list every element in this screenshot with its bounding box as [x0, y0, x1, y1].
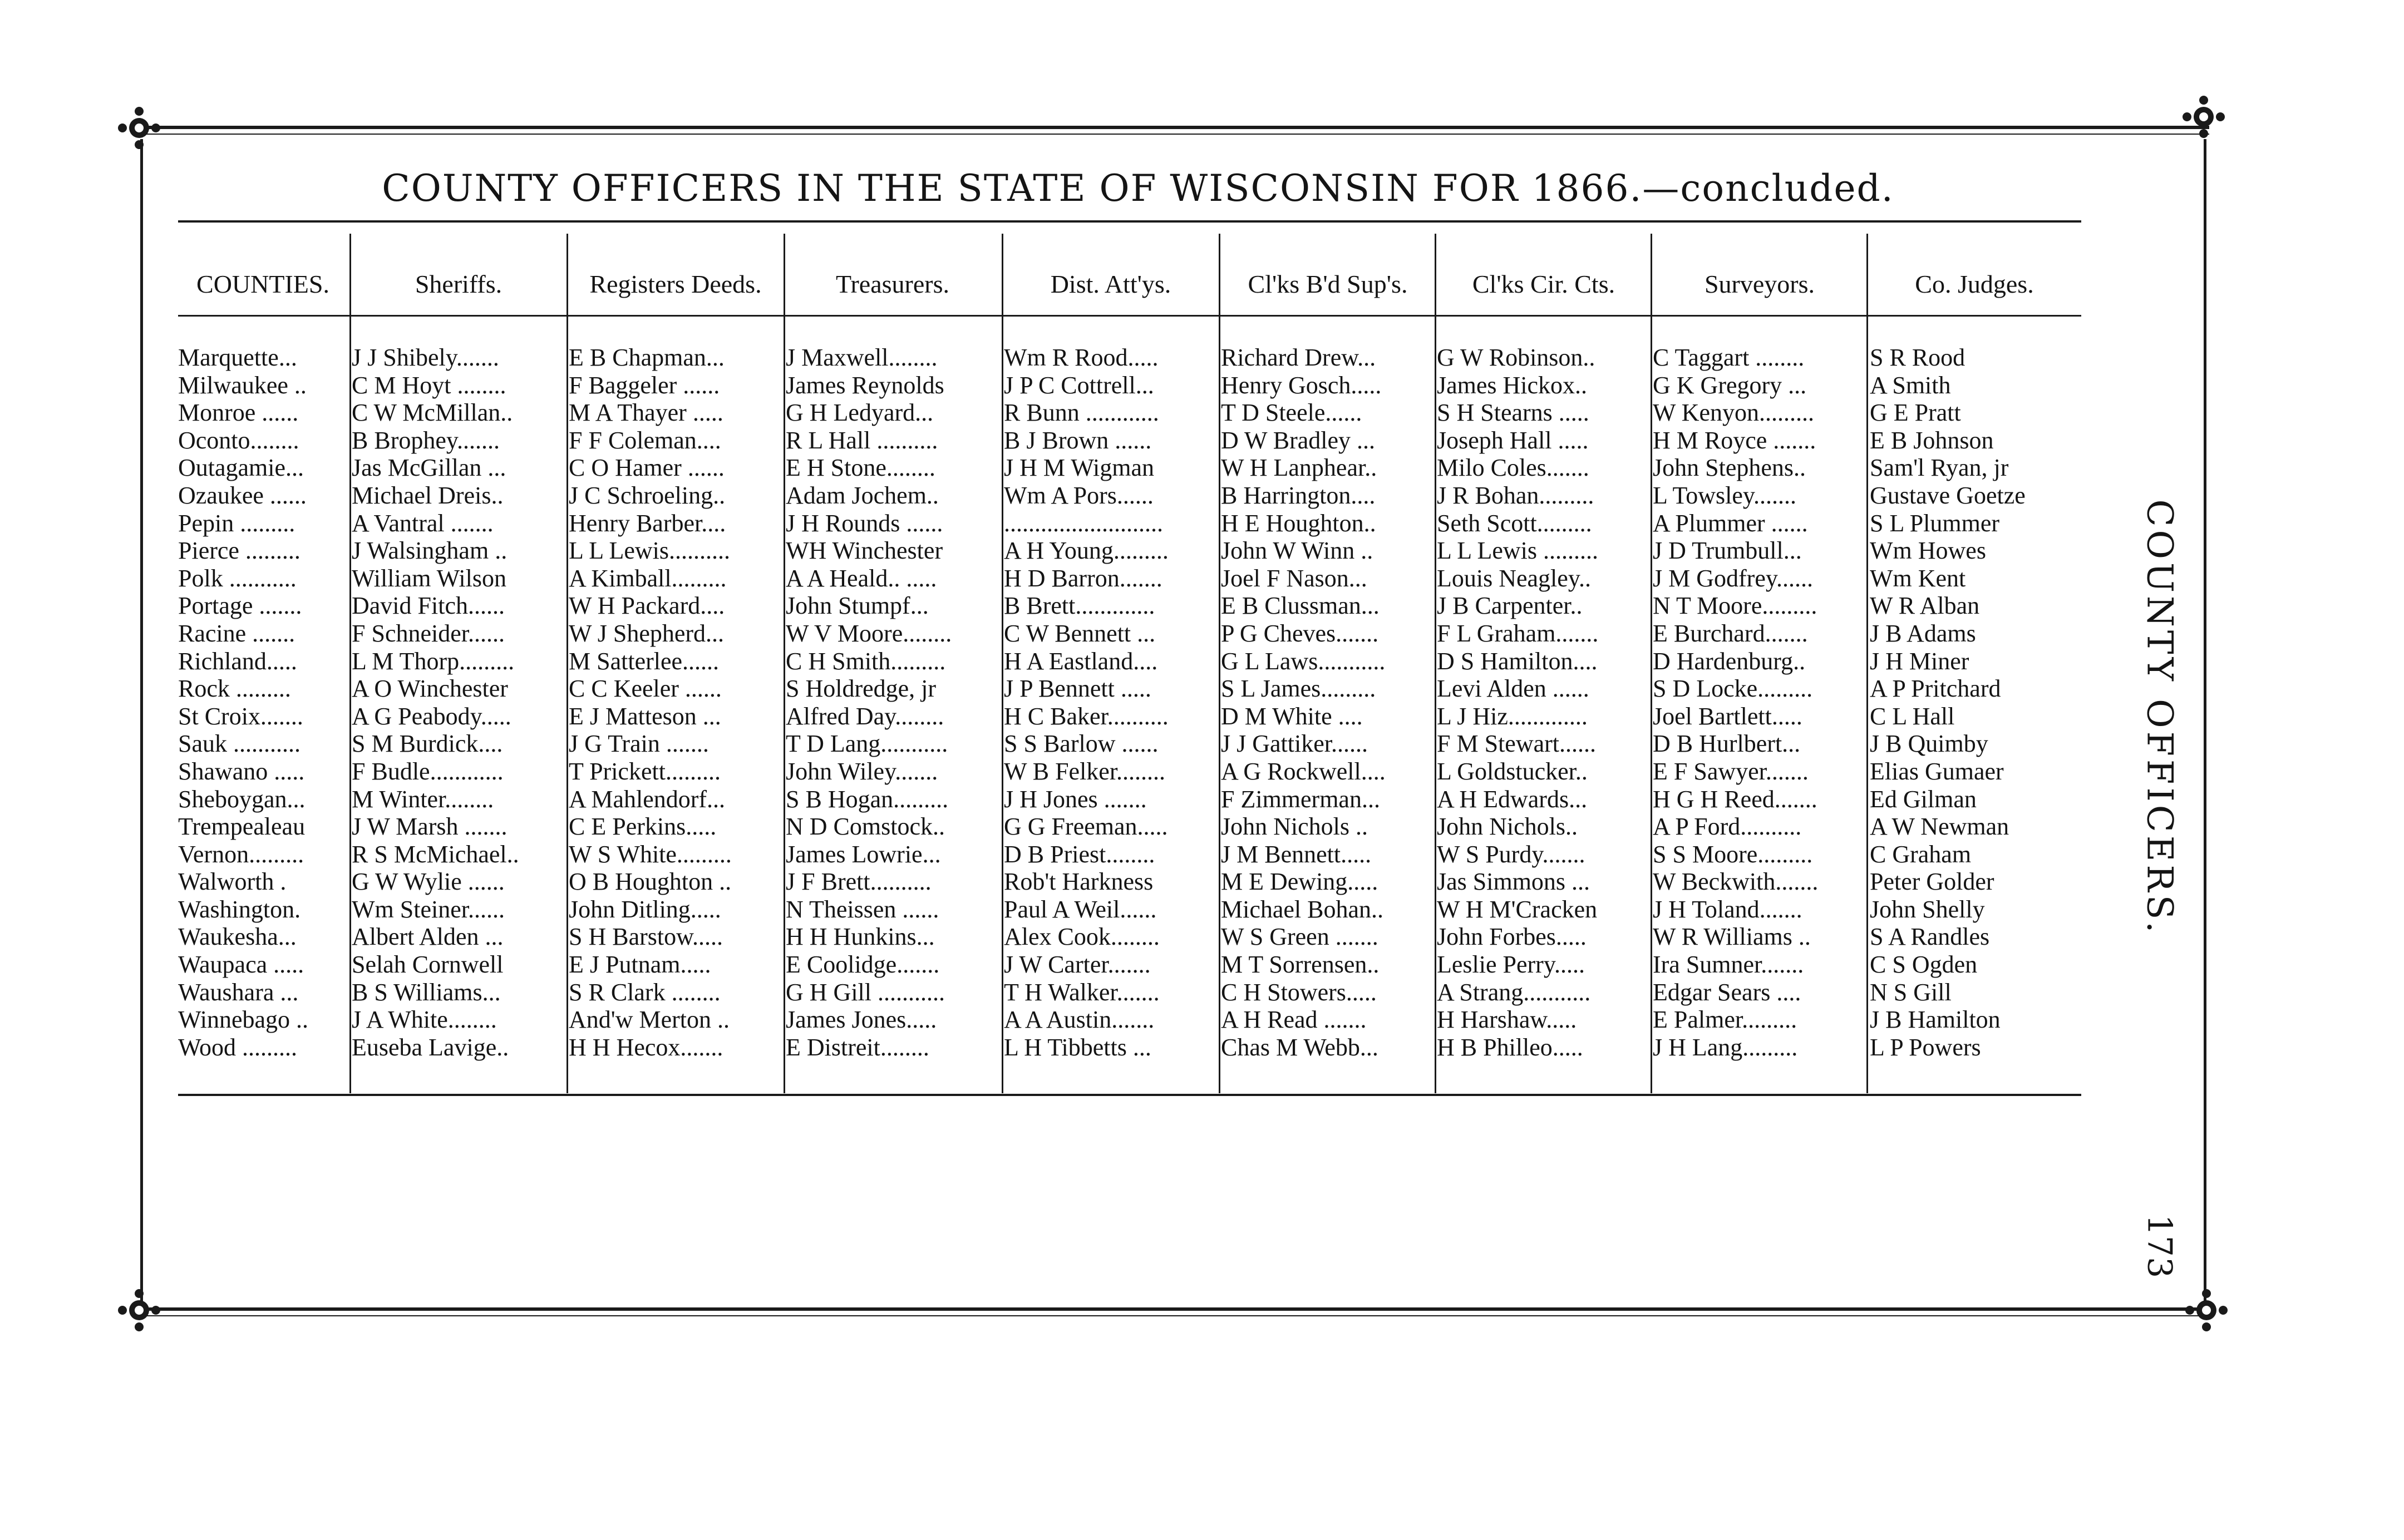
officer-name-cell: M A Thayer .....: [569, 399, 723, 427]
officer-name-cell: M T Sorrensen..: [1221, 951, 1380, 979]
officer-name-cell: Chas M Webb...: [1221, 1033, 1378, 1061]
officer-name-cell: J B Adams: [1870, 619, 1976, 647]
officer-name-cell: D B Priest........: [1004, 840, 1155, 868]
officer-name-cell: W R Alban: [1870, 592, 1980, 620]
officer-name-cell: J W Marsh .......: [352, 813, 508, 841]
table-row: [178, 896, 2081, 924]
officer-name-cell: Ed Gilman: [1870, 785, 1977, 813]
officer-name-cell: Michael Bohan..: [1221, 895, 1384, 923]
officer-name-cell: Henry Barber....: [569, 509, 726, 537]
officer-name-cell: Michael Dreis..: [352, 481, 504, 509]
officer-name-cell: James Lowrie...: [786, 840, 941, 868]
county-name-cell: Racine .......: [178, 619, 295, 647]
officer-name-cell: John Stumpf...: [786, 592, 929, 620]
officer-name-cell: L Goldstucker..: [1437, 757, 1588, 785]
officer-name-cell: H D Barron.......: [1004, 564, 1162, 592]
table-row: [178, 951, 2081, 979]
officer-name-cell: W S Purdy.......: [1437, 840, 1585, 868]
officer-name-cell: D S Hamilton....: [1437, 647, 1598, 675]
officer-name-cell: H Harshaw.....: [1437, 1006, 1577, 1034]
officer-name-cell: O B Houghton ..: [569, 868, 732, 896]
table-row: [178, 841, 2081, 868]
table-row: [178, 786, 2081, 813]
officer-name-cell: E H Stone........: [786, 454, 935, 482]
officer-name-cell: J Walsingham ..: [352, 537, 508, 565]
officer-name-cell: L J Hiz.............: [1437, 702, 1588, 730]
officer-name-cell: Rob't Harkness: [1004, 868, 1154, 896]
officer-name-cell: Ira Sumner.......: [1653, 951, 1804, 979]
column-header: Cl'ks Cir. Cts.: [1472, 269, 1615, 298]
officer-name-cell: Richard Drew...: [1221, 344, 1376, 371]
table-row: [178, 648, 2081, 675]
county-name-cell: Portage .......: [178, 592, 302, 620]
officer-name-cell: J B Carpenter..: [1437, 592, 1583, 620]
frame-top-rule: [139, 126, 2209, 129]
officer-name-cell: J F Brett..........: [786, 868, 932, 896]
officer-name-cell: C S Ogden: [1870, 951, 1978, 979]
officer-name-cell: Paul A Weil......: [1004, 895, 1157, 923]
officer-name-cell: S M Burdick....: [352, 730, 503, 758]
officer-name-cell: Wm A Pors......: [1004, 481, 1154, 509]
officer-name-cell: G H Gill ...........: [786, 978, 945, 1006]
officer-name-cell: James Reynolds: [786, 371, 944, 399]
county-name-cell: Washington.: [178, 895, 301, 923]
officer-name-cell: F L Graham.......: [1437, 619, 1599, 647]
officer-name-cell: J W Carter.......: [1004, 951, 1151, 979]
officer-name-cell: Jas Simmons ...: [1437, 868, 1590, 896]
officer-name-cell: F M Stewart......: [1437, 730, 1596, 758]
officer-name-cell: J G Train .......: [569, 730, 709, 758]
officer-name-cell: F Baggeler ......: [569, 371, 720, 399]
column-header: Registers Deeds.: [589, 269, 762, 298]
officer-name-cell: John Forbes.....: [1437, 923, 1587, 951]
officer-name-cell: S H Stearns .....: [1437, 399, 1589, 427]
officer-name-cell: A Vantral .......: [352, 509, 494, 537]
officer-name-cell: John Shelly: [1870, 895, 1985, 923]
officer-name-cell: Seth Scott.........: [1437, 509, 1592, 537]
officer-name-cell: ..........................: [1004, 509, 1163, 537]
officer-name-cell: N S Gill: [1870, 978, 1952, 1006]
officer-name-cell: Euseba Lavige..: [352, 1033, 509, 1061]
officer-name-cell: John W Winn ..: [1221, 537, 1373, 565]
officer-name-cell: N Theissen ......: [786, 895, 939, 923]
officer-name-cell: C O Hamer ......: [569, 454, 725, 482]
officer-name-cell: E J Putnam.....: [569, 951, 711, 979]
officer-name-cell: L H Tibbetts ...: [1004, 1033, 1151, 1061]
officer-name-cell: John Nichols ..: [1221, 813, 1368, 841]
table-row: [178, 813, 2081, 841]
officer-name-cell: P G Cheves.......: [1221, 619, 1379, 647]
officer-name-cell: L P Powers: [1870, 1033, 1981, 1061]
officer-name-cell: Wm R Rood.....: [1004, 344, 1159, 371]
table-row: [178, 510, 2081, 537]
table-row: [178, 675, 2081, 703]
county-name-cell: Pepin .........: [178, 509, 295, 537]
county-name-cell: Waupaca .....: [178, 951, 304, 979]
officer-name-cell: Sam'l Ryan, jr: [1870, 454, 2009, 482]
officer-name-cell: C W McMillan..: [352, 399, 513, 427]
officer-name-cell: J H Lang.........: [1653, 1033, 1798, 1061]
officer-name-cell: G K Gregory ...: [1653, 371, 1807, 399]
officer-name-cell: J C Schroeling..: [569, 481, 726, 509]
officer-name-cell: B S Williams...: [352, 978, 501, 1006]
officer-name-cell: B J Brown ......: [1004, 426, 1152, 454]
officer-name-cell: S Holdredge, jr: [786, 675, 937, 703]
county-name-cell: Monroe ......: [178, 399, 299, 427]
table-row: [178, 344, 2081, 372]
officer-name-cell: F Zimmerman...: [1221, 785, 1380, 813]
officer-name-cell: F Schneider......: [352, 619, 505, 647]
table-row: [178, 372, 2081, 399]
officer-name-cell: Alex Cook........: [1004, 923, 1160, 951]
officer-name-cell: A G Peabody.....: [352, 702, 511, 730]
officer-name-cell: A Mahlendorf...: [569, 785, 726, 813]
officer-name-cell: Wm Steiner......: [352, 895, 505, 923]
corner-ornament-icon: [2179, 92, 2229, 142]
county-name-cell: Milwaukee ..: [178, 371, 307, 399]
county-name-cell: Marquette...: [178, 344, 297, 371]
officer-name-cell: E F Sawyer.......: [1653, 757, 1809, 785]
officer-name-cell: E B Chapman...: [569, 344, 725, 371]
officer-name-cell: L L Lewis..........: [569, 537, 731, 565]
officer-name-cell: A H Read .......: [1221, 1006, 1367, 1034]
officer-name-cell: Adam Jochem..: [786, 481, 939, 509]
officer-name-cell: A Smith: [1870, 371, 1951, 399]
frame-left-rule: [140, 139, 143, 1302]
officer-name-cell: J A White........: [352, 1006, 497, 1034]
officer-name-cell: F F Coleman....: [569, 426, 721, 454]
officer-name-cell: R L Hall ..........: [786, 426, 938, 454]
officer-name-cell: Henry Gosch.....: [1221, 371, 1382, 399]
officer-name-cell: S S Barlow ......: [1004, 730, 1159, 758]
officer-name-cell: W B Felker........: [1004, 757, 1166, 785]
county-name-cell: St Croix.......: [178, 702, 303, 730]
county-name-cell: Outagamie...: [178, 454, 304, 482]
table-row: [178, 482, 2081, 510]
officer-name-cell: James Jones.....: [786, 1006, 937, 1034]
frame-right-rule: [2204, 139, 2206, 1302]
table-row: [178, 620, 2081, 648]
officer-name-cell: John Wiley.......: [786, 757, 938, 785]
officer-name-cell: H E Houghton..: [1221, 509, 1376, 537]
page-title: COUNTY OFFICERS IN THE STATE OF WISCONSIN FOR 1866.—concluded.: [382, 167, 1894, 210]
officer-name-cell: J H Rounds ......: [786, 509, 943, 537]
officer-name-cell: D M White ....: [1221, 702, 1363, 730]
officer-name-cell: W R Williams ..: [1653, 923, 1811, 951]
officer-name-cell: H H Hunkins...: [786, 923, 935, 951]
officer-name-cell: S B Hogan.........: [786, 785, 949, 813]
officer-name-cell: M E Dewing.....: [1221, 868, 1378, 896]
county-name-cell: Pierce .........: [178, 537, 300, 565]
officer-name-cell: S L James.........: [1221, 675, 1376, 703]
officer-name-cell: H G H Reed.......: [1653, 785, 1817, 813]
officer-name-cell: David Fitch......: [352, 592, 505, 620]
officer-name-cell: Levi Alden ......: [1437, 675, 1589, 703]
officer-name-cell: E B Clussman...: [1221, 592, 1380, 620]
officer-name-cell: J Maxwell........: [786, 344, 938, 371]
officer-name-cell: S R Rood: [1870, 344, 1965, 371]
officer-name-cell: J M Bennett.....: [1221, 840, 1372, 868]
officer-name-cell: E Distreit........: [786, 1033, 929, 1061]
officer-name-cell: A A Austin.......: [1004, 1006, 1155, 1034]
county-name-cell: Polk ...........: [178, 564, 297, 592]
officer-name-cell: John Ditling.....: [569, 895, 721, 923]
officer-name-cell: A H Edwards...: [1437, 785, 1588, 813]
officer-name-cell: H H Hecox.......: [569, 1033, 723, 1061]
officer-name-cell: J H Toland.......: [1653, 895, 1802, 923]
county-name-cell: Vernon.........: [178, 840, 304, 868]
officer-name-cell: J R Bohan.........: [1437, 481, 1594, 509]
column-header: Sheriffs.: [415, 269, 503, 298]
officer-name-cell: J M Godfrey......: [1653, 564, 1813, 592]
officer-name-cell: John Stephens..: [1653, 454, 1806, 482]
officer-name-cell: E Palmer.........: [1653, 1006, 1797, 1034]
officer-name-cell: B Brophey.......: [352, 426, 500, 454]
corner-ornament-icon: [114, 1285, 164, 1335]
officer-name-cell: C M Hoyt ........: [352, 371, 506, 399]
officer-name-cell: Elias Gumaer: [1870, 757, 2004, 785]
officer-name-cell: L Towsley.......: [1653, 481, 1797, 509]
officer-name-cell: H C Baker..........: [1004, 702, 1169, 730]
officer-name-cell: C C Keeler ......: [569, 675, 722, 703]
county-name-cell: Richland.....: [178, 647, 297, 675]
county-name-cell: Rock .........: [178, 675, 291, 703]
officer-name-cell: E J Matteson ...: [569, 702, 721, 730]
officer-name-cell: S R Clark ........: [569, 978, 721, 1006]
officer-name-cell: L L Lewis .........: [1437, 537, 1599, 565]
officer-name-cell: T Prickett.........: [569, 757, 721, 785]
table-row: [178, 730, 2081, 758]
officer-name-cell: A W Newman: [1870, 813, 2009, 841]
officer-name-cell: A Plummer ......: [1653, 509, 1808, 537]
officer-name-cell: G W Robinson..: [1437, 344, 1595, 371]
officer-name-cell: F Budle............: [352, 757, 504, 785]
officer-name-cell: T H Walker.......: [1004, 978, 1160, 1006]
officer-name-cell: W Kenyon.........: [1653, 399, 1815, 427]
officer-name-cell: D W Bradley ...: [1221, 426, 1375, 454]
officer-name-cell: And'w Merton ..: [569, 1006, 730, 1034]
officer-name-cell: J H Miner: [1870, 647, 1969, 675]
officer-name-cell: Joel Bartlett.....: [1653, 702, 1802, 730]
officer-name-cell: J J Shibely.......: [352, 344, 499, 371]
officer-name-cell: J P Bennett .....: [1004, 675, 1151, 703]
officer-name-cell: Joseph Hall .....: [1437, 426, 1589, 454]
officer-name-cell: W S Green .......: [1221, 923, 1378, 951]
officer-name-cell: E B Johnson: [1870, 426, 1994, 454]
officer-name-cell: Selah Cornwell: [352, 951, 504, 979]
column-header: Co. Judges.: [1915, 269, 2034, 298]
county-name-cell: Sauk ...........: [178, 730, 300, 758]
officer-name-cell: J H M Wigman: [1004, 454, 1154, 482]
officer-name-cell: A G Rockwell....: [1221, 757, 1386, 785]
officer-name-cell: H M Royce .......: [1653, 426, 1816, 454]
officer-name-cell: E Coolidge.......: [786, 951, 940, 979]
officer-name-cell: Louis Neagley..: [1437, 564, 1591, 592]
officer-name-cell: Joel F Nason...: [1221, 564, 1367, 592]
officer-name-cell: Leslie Perry.....: [1437, 951, 1585, 979]
officer-name-cell: J B Quimby: [1870, 730, 1988, 758]
officer-name-cell: A Strang...........: [1437, 978, 1591, 1006]
officer-name-cell: J B Hamilton: [1870, 1006, 2001, 1034]
table-bottom-rule: [178, 1094, 2081, 1096]
table-row: [178, 454, 2081, 482]
county-name-cell: Waushara ...: [178, 978, 299, 1006]
county-name-cell: Walworth .: [178, 868, 287, 896]
officer-name-cell: W H Lanphear..: [1221, 454, 1377, 482]
officer-name-cell: W Beckwith.......: [1653, 868, 1819, 896]
officer-name-cell: M Satterlee......: [569, 647, 720, 675]
table-row: [178, 1034, 2081, 1062]
officer-name-cell: A P Ford..........: [1653, 813, 1802, 841]
table-row: [178, 427, 2081, 455]
officer-name-cell: G E Pratt: [1870, 399, 1961, 427]
officer-name-cell: B Harrington....: [1221, 481, 1376, 509]
corner-ornament-icon: [114, 103, 164, 153]
officer-name-cell: Wm Kent: [1870, 564, 1966, 592]
officer-name-cell: A P Pritchard: [1870, 675, 2001, 703]
officer-name-cell: C H Smith.........: [786, 647, 946, 675]
table-body: [178, 344, 2081, 1061]
officer-name-cell: William Wilson: [352, 564, 506, 592]
county-name-cell: Sheboygan...: [178, 785, 306, 813]
page-number-text: 173: [2140, 1214, 2179, 1279]
officer-name-cell: M Winter........: [352, 785, 494, 813]
officer-name-cell: C L Hall: [1870, 702, 1955, 730]
frame-top-rule-thin: [139, 134, 2209, 135]
officer-name-cell: A O Winchester: [352, 675, 508, 703]
officer-name-cell: N D Comstock..: [786, 813, 945, 841]
officer-name-cell: Alfred Day........: [786, 702, 944, 730]
officer-name-cell: S L Plummer: [1870, 509, 2000, 537]
officer-name-cell: D B Hurlbert...: [1653, 730, 1801, 758]
officer-name-cell: H A Eastland....: [1004, 647, 1158, 675]
officer-name-cell: Peter Golder: [1870, 868, 1994, 896]
officer-name-cell: C E Perkins.....: [569, 813, 717, 841]
side-title: [2126, 499, 2193, 936]
officer-name-cell: J H Jones .......: [1004, 785, 1147, 813]
officer-name-cell: E Burchard.......: [1653, 619, 1808, 647]
officer-name-cell: C Taggart ........: [1653, 344, 1805, 371]
officer-name-cell: G H Ledyard...: [786, 399, 934, 427]
officer-name-cell: A Kimball.........: [569, 564, 727, 592]
officer-name-cell: W J Shepherd...: [569, 619, 725, 647]
corner-ornament-icon: [2181, 1285, 2231, 1335]
column-header: Dist. Att'ys.: [1050, 269, 1171, 298]
officer-name-cell: Jas McGillan ...: [352, 454, 506, 482]
officer-name-cell: D Hardenburg..: [1653, 647, 1806, 675]
officer-name-cell: J P C Cottrell...: [1004, 371, 1154, 399]
officer-name-cell: T D Steele......: [1221, 399, 1362, 427]
officer-name-cell: John Nichols..: [1437, 813, 1578, 841]
officer-name-cell: S A Randles: [1870, 923, 1990, 951]
frame-bottom-rule: [139, 1307, 2209, 1311]
table-row: [178, 1006, 2081, 1034]
table-row: [178, 565, 2081, 593]
officer-name-cell: H B Philleo.....: [1437, 1033, 1583, 1061]
officer-name-cell: S D Locke.........: [1653, 675, 1813, 703]
officer-name-cell: G L Laws...........: [1221, 647, 1386, 675]
table-row: [178, 399, 2081, 427]
officer-name-cell: L M Thorp.........: [352, 647, 515, 675]
county-name-cell: Shawano .....: [178, 757, 305, 785]
table-row: [178, 592, 2081, 620]
table-row: [178, 703, 2081, 730]
table-header: [178, 239, 2081, 328]
officer-name-cell: A A Heald.. .....: [786, 564, 937, 592]
county-name-cell: Oconto........: [178, 426, 299, 454]
column-header: Cl'ks B'd Sup's.: [1248, 269, 1408, 298]
officer-name-cell: W H M'Cracken: [1437, 895, 1598, 923]
officer-name-cell: C Graham: [1870, 840, 1972, 868]
county-name-cell: Wood .........: [178, 1033, 298, 1061]
column-header: Surveyors.: [1704, 269, 1815, 298]
officer-name-cell: Wm Howes: [1870, 537, 1986, 565]
officer-name-cell: J J Gattiker......: [1221, 730, 1368, 758]
table-row: [178, 758, 2081, 786]
county-name-cell: Winnebago ..: [178, 1006, 309, 1034]
officer-name-cell: Milo Coles.......: [1437, 454, 1589, 482]
officer-name-cell: A H Young.........: [1004, 537, 1169, 565]
officer-name-cell: W H Packard....: [569, 592, 725, 620]
officer-name-cell: C H Stowers.....: [1221, 978, 1377, 1006]
officer-name-cell: G G Freeman.....: [1004, 813, 1168, 841]
county-name-cell: Ozaukee ......: [178, 481, 307, 509]
officer-name-cell: J D Trumbull...: [1653, 537, 1802, 565]
officer-name-cell: G W Wylie ......: [352, 868, 505, 896]
table-row: [178, 868, 2081, 896]
page-number: [2131, 1202, 2187, 1291]
officer-name-cell: B Brett.............: [1004, 592, 1155, 620]
officer-name-cell: W S White.........: [569, 840, 732, 868]
officer-name-cell: S S Moore.........: [1653, 840, 1813, 868]
header-top-rule: [178, 220, 2081, 223]
officer-name-cell: T D Lang...........: [786, 730, 948, 758]
officer-name-cell: S H Barstow.....: [569, 923, 723, 951]
officer-name-cell: N T Moore.........: [1653, 592, 1817, 620]
county-name-cell: Waukesha...: [178, 923, 297, 951]
officer-name-cell: Gustave Goetze: [1870, 481, 2026, 509]
table-row: [178, 979, 2081, 1006]
column-header: Treasurers.: [836, 269, 949, 298]
officer-name-cell: W V Moore........: [786, 619, 952, 647]
officer-name-cell: WH Winchester: [786, 537, 943, 565]
officer-name-cell: Edgar Sears ....: [1653, 978, 1801, 1006]
officer-name-cell: R S McMichael..: [352, 840, 519, 868]
officer-name-cell: C W Bennett ...: [1004, 619, 1156, 647]
column-header: COUNTIES.: [196, 269, 329, 298]
officer-name-cell: Albert Alden ...: [352, 923, 504, 951]
officer-name-cell: R Bunn ............: [1004, 399, 1159, 427]
side-title-text: COUNTY OFFICERS.: [2139, 499, 2180, 936]
table-row: [178, 537, 2081, 565]
officer-name-cell: James Hickox..: [1437, 371, 1588, 399]
county-name-cell: Trempealeau: [178, 813, 306, 841]
frame-bottom-rule-thin: [139, 1315, 2209, 1316]
table-row: [178, 923, 2081, 951]
